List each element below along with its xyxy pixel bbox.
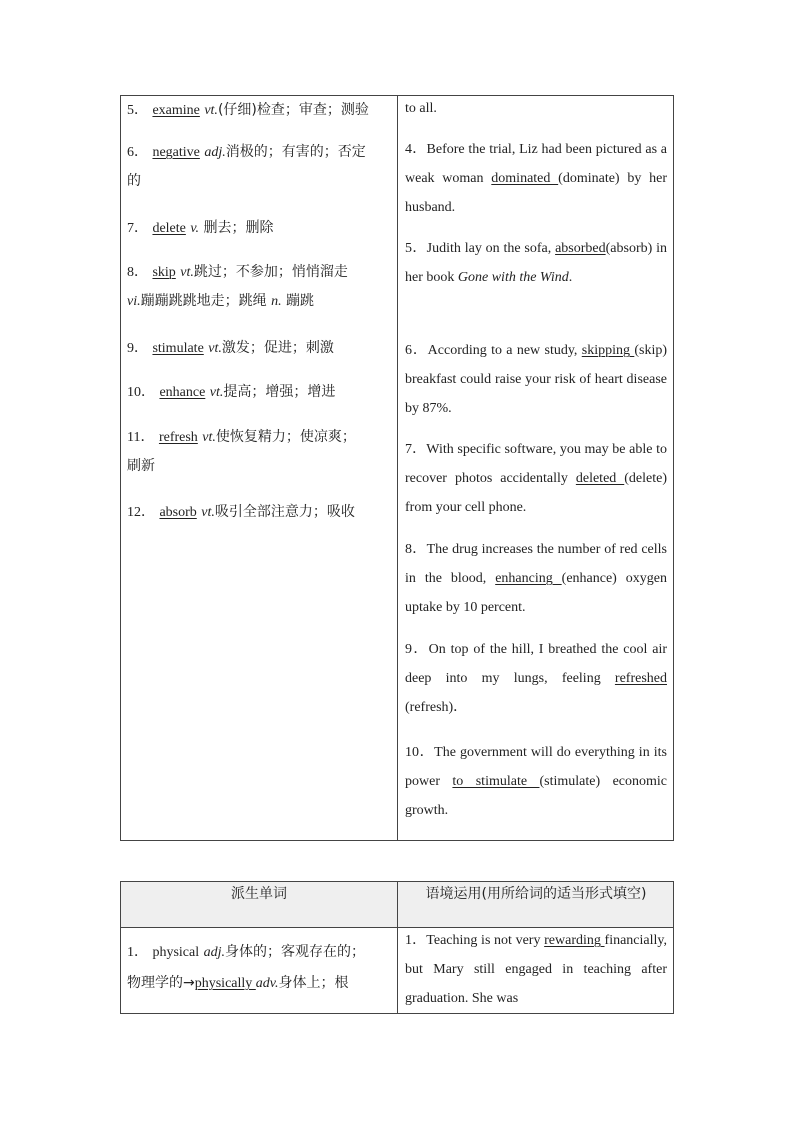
header-context-usage: 语境运用(用所给词的适当形式填空) (425, 886, 647, 902)
answer-word: skip (152, 265, 176, 280)
entry-10: 10． enhance vt.提高；增强；增进 (127, 384, 336, 400)
answer-word: stimulate (152, 341, 204, 356)
context-item-10: 10．The government will do everything in its power to stimulate (stimulate) economic growth. (405, 745, 667, 818)
entry-7: 7． delete v. 删去；删除 (127, 220, 274, 236)
vocab-table-2 (120, 881, 674, 1014)
context-item-5: 5．Judith lay on the sofa, absorbed(absorb) in her book Gone with the Wind. (405, 241, 667, 285)
context-item-1: 1．Teaching is not very rewarding financially, but Mary still engaged in teaching after graduation. She was (405, 933, 667, 1006)
entry-11: 11． refresh vt.使恢复精力；使凉爽； 刷新 (127, 429, 356, 474)
answer-word: absorbed (555, 241, 606, 256)
context-item-4: 4．Before the trial, Liz had been pictured as a weak woman dominated (dominate) by her husband. (405, 142, 667, 215)
context-item-7: 7．With specific software, you may be able to recover photos accidentally deleted (delete) from your cell phone. (405, 442, 668, 515)
vocab-table-1 (120, 95, 674, 841)
context-item-8: 8．The drug increases the number of red cells in the blood, enhancing (enhance) oxygen uptake by 10 percent. (405, 542, 667, 615)
column-divider (397, 96, 398, 840)
entry-8: 8． skip vt.跳过；不参加；悄悄溜走 vi.蹦蹦跳跳地走；跳绳 n. 蹦跳 (127, 264, 348, 309)
answer-word: delete (152, 221, 186, 236)
answer-word: examine (152, 103, 200, 118)
context-item-6: 6．According to a new study, skipping (skip) breakfast could raise your risk of heart disease by 87%. (405, 343, 667, 416)
answer-word: enhance (159, 385, 206, 400)
entry-12: 12． absorb vt.吸引全部注意力；吸收 (127, 504, 355, 520)
answer-word: deleted (575, 471, 625, 486)
answer-word: enhancing (495, 571, 562, 586)
answer-word: rewarding (544, 933, 605, 948)
context-item-9: 9．On top of the hill, I breathed the cool air deep into my lungs, feeling refreshed (refresh)． (405, 642, 667, 715)
entry-6: 6． negative adj.消极的；有害的；否定 的 (127, 144, 366, 189)
answer-word: physically (194, 976, 256, 991)
context-item-0: to all. (405, 101, 437, 116)
entry-9: 9． stimulate vt.激发；促进；刺激 (127, 340, 334, 356)
header-derived-words: 派生单词 (231, 886, 287, 902)
derived-entry-1: 1． physical adj.身体的；客观存在的； 物理学的→physically adv.身体上；根 (127, 944, 365, 991)
answer-word: refresh (158, 430, 198, 445)
answer-word: absorb (159, 505, 197, 520)
answer-word: to stimulate (452, 774, 540, 789)
entry-5: 5． examine vt.(仔细)检查；审查；测验 (127, 102, 369, 118)
answer-word: refreshed (614, 671, 667, 686)
answer-word: negative (152, 145, 200, 160)
answer-word: skipping (581, 343, 635, 358)
answer-word: dominated (491, 171, 559, 186)
